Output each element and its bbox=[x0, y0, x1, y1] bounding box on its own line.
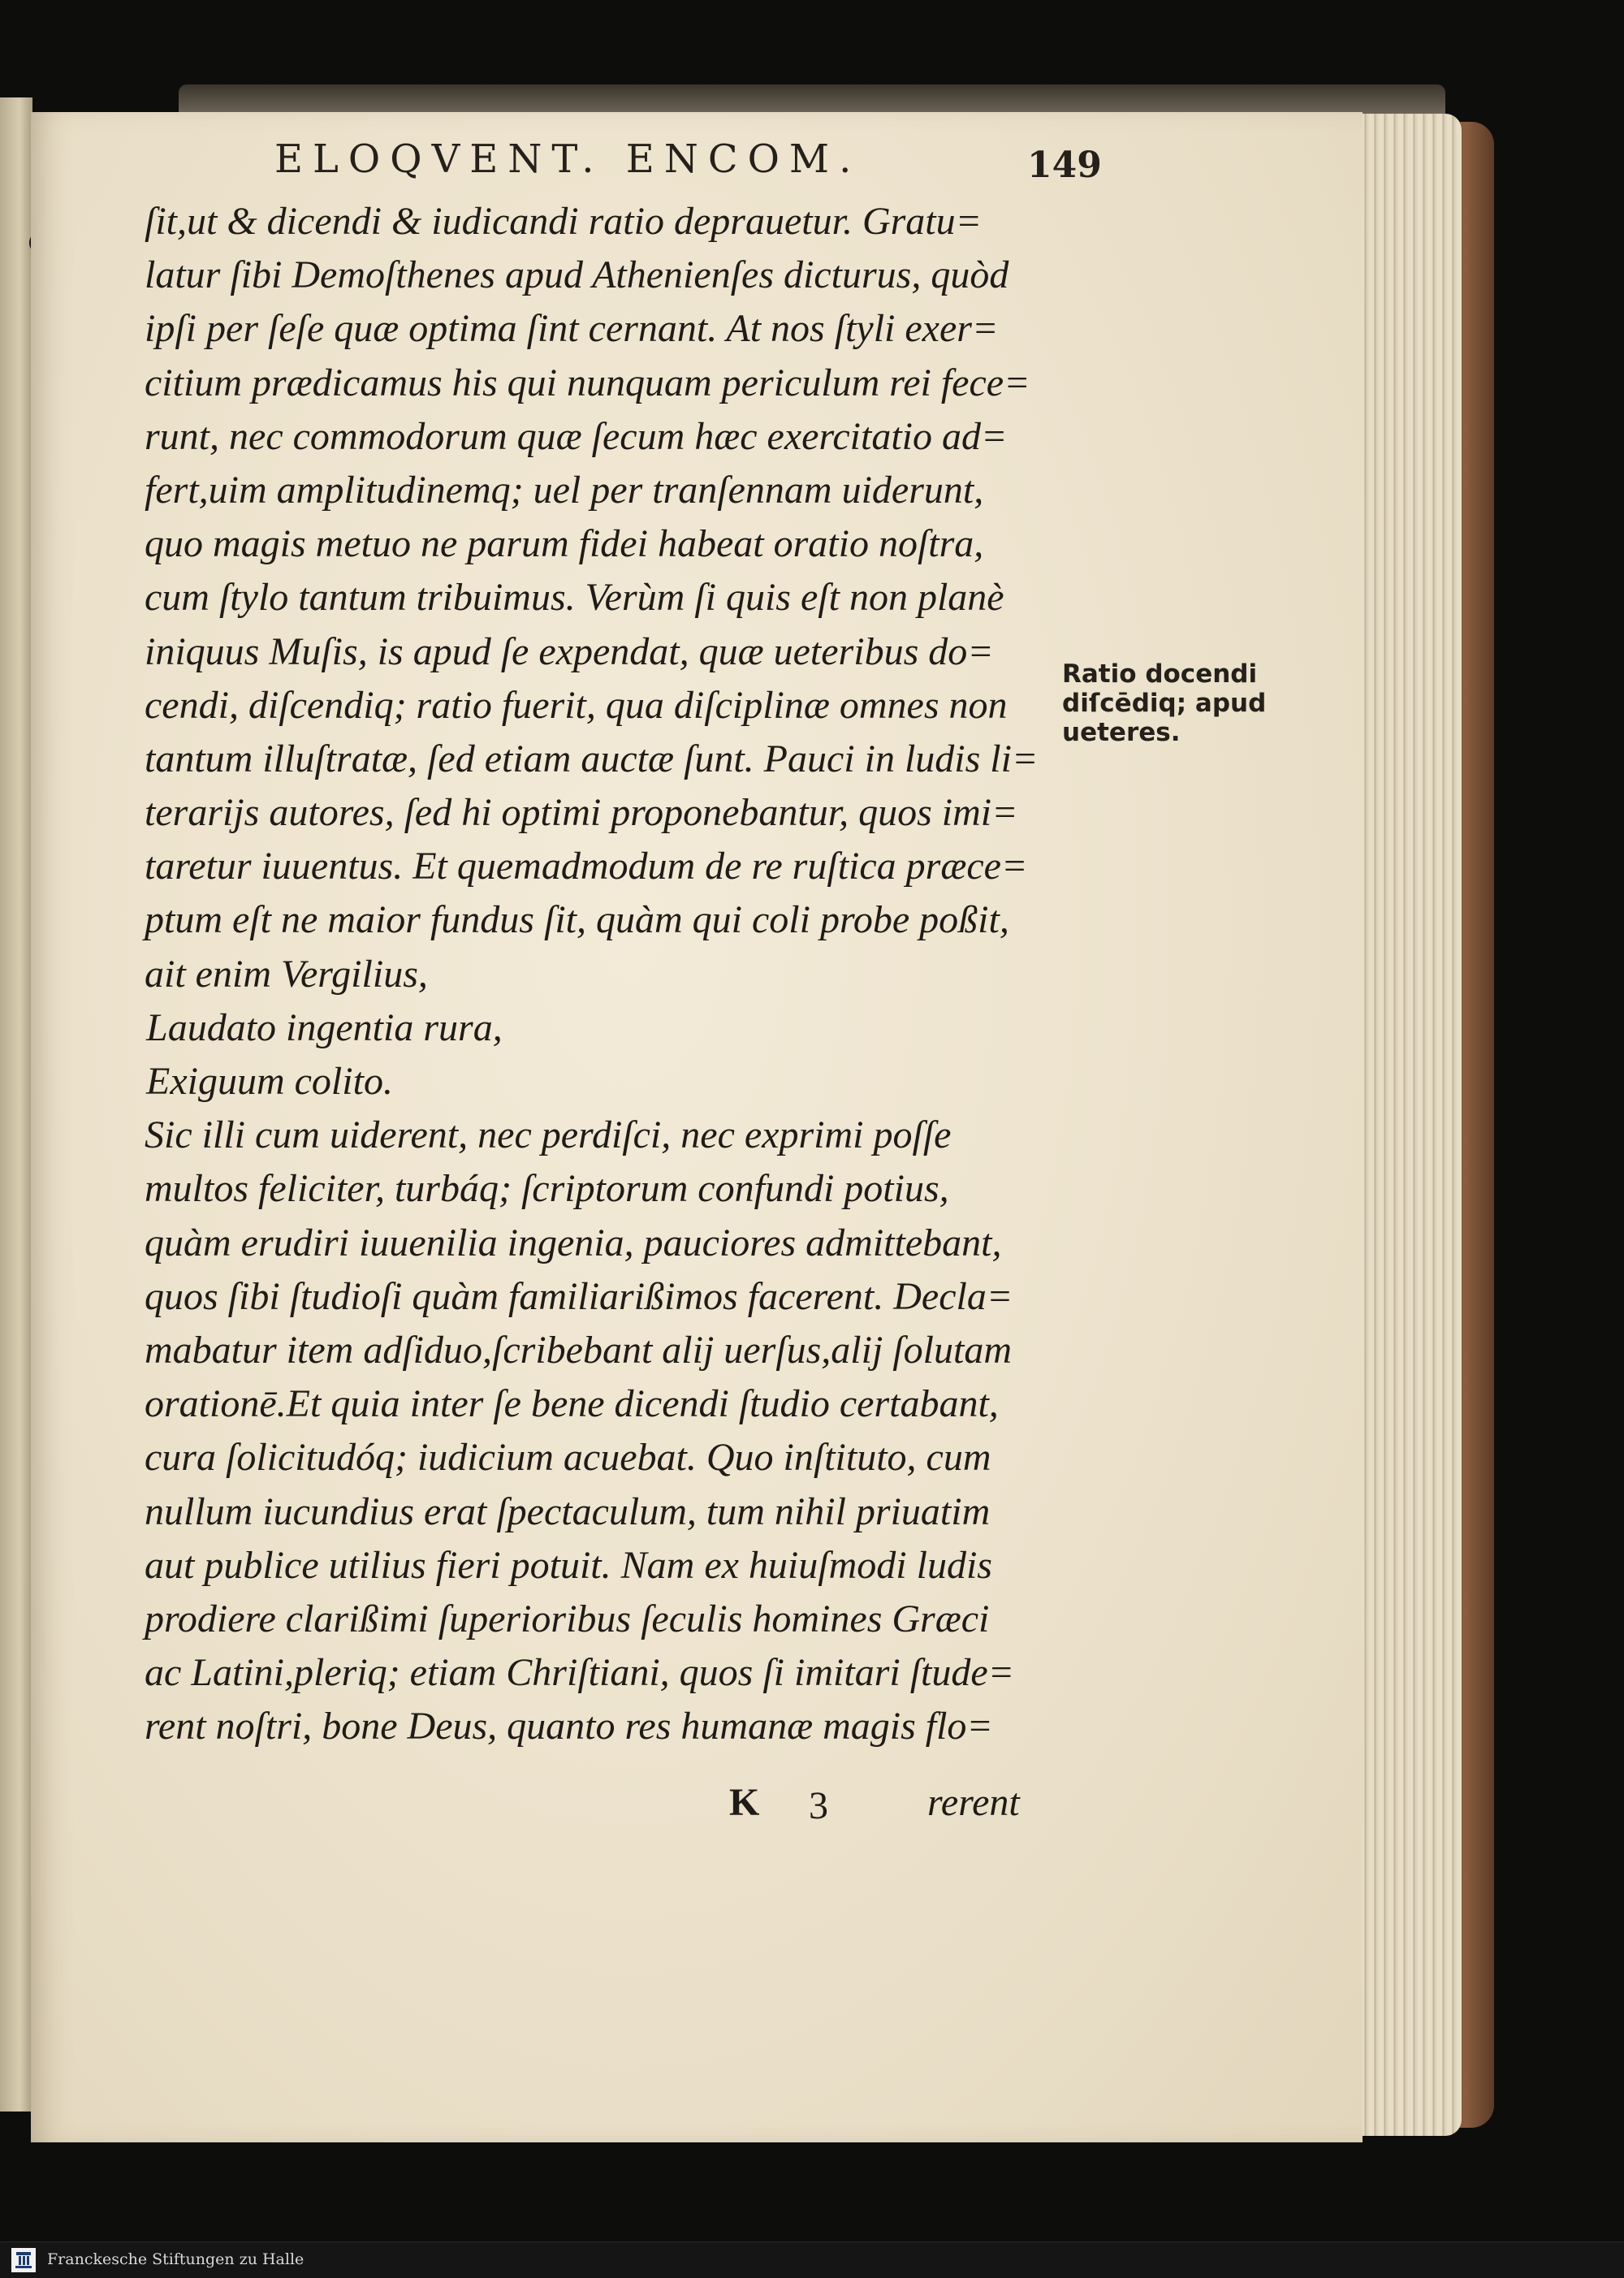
text-line: aut publice utilius fieri potuit. Nam ex huiuſmodi ludis bbox=[145, 1543, 992, 1587]
text-line: rent noſtri, bone Deus, quanto res humanæ magis flo= bbox=[145, 1705, 993, 1748]
text-line: runt, nec commodorum quæ ſecum hæc exercitatio ad= bbox=[145, 414, 1008, 458]
text-line: multos feliciter, turbáq; ſcriptorum confundi potius, bbox=[145, 1167, 949, 1211]
page-number: 149 bbox=[1027, 145, 1102, 186]
text-line: fert,uim amplitudinemq; uel per tranſennam uiderunt, bbox=[145, 468, 984, 512]
marginal-note-line: ueteres. bbox=[1062, 718, 1181, 747]
text-line: ptum eſt ne maior fundus ſit, quàm qui coli probe poßit, bbox=[145, 898, 1009, 942]
text-line: cum ſtylo tantum tribuimus. Verùm ſi quis eſt non planè bbox=[145, 576, 1004, 620]
body-text bbox=[145, 195, 1078, 1753]
verse-line: Exiguum colito. bbox=[146, 1060, 393, 1103]
text-line: Sic illi cum uiderent, nec perdiſci, nec exprimi poſſe bbox=[145, 1113, 952, 1157]
text-line: quàm erudiri iuuenilia ingenia, pauciores admittebant, bbox=[145, 1221, 1002, 1264]
text-line: ac Latini,pleriq; etiam Chriſtiani, quos ſi imitari ſtude= bbox=[145, 1651, 1015, 1695]
text-line: ſit,ut & dicendi & iudicandi ratio deprauetur. Gratu= bbox=[145, 200, 983, 243]
text-line: mabatur item adſiduo,ſcribebant alij uerſus,alij ſolutam bbox=[145, 1328, 1012, 1372]
running-head: ELOQVENT. ENCOM. bbox=[274, 136, 862, 182]
text-line: citium prædicamus his qui nunquam periculum rei fece= bbox=[145, 361, 1030, 404]
marginal-note bbox=[1062, 659, 1273, 747]
text-line: latur ſibi Demoſthenes apud Athenienſes dicturus, quòd bbox=[145, 253, 1009, 297]
signature-mark: K bbox=[729, 1781, 760, 1824]
institution-credit: Franckesche Stiftungen zu Halle bbox=[47, 2250, 304, 2268]
text-line: ipſi per ſeſe quæ optima ſint cernant. At nos ſtyli exer= bbox=[145, 307, 999, 351]
text-line: quos ſibi ſtudioſi quàm familiarißimos facerent. Decla= bbox=[145, 1274, 1013, 1318]
catchword: rerent bbox=[927, 1781, 1020, 1824]
text-line: taretur iuuentus. Et quemadmodum de re ruſtica præce= bbox=[145, 845, 1028, 888]
text-line: tantum illuſtratæ, ſed etiam auctæ ſunt. Pauci in ludis li= bbox=[145, 737, 1039, 780]
text-line: cura ſolicitudóq; iudicium acuebat. Quo inſtituto, cum bbox=[145, 1436, 991, 1480]
facing-page-edge bbox=[0, 97, 32, 2112]
text-line: iniquus Muſis, is apud ſe expendat, quæ ueteribus do= bbox=[145, 629, 994, 673]
text-line: cendi, diſcendiq; ratio fuerit, qua diſciplinæ omnes non bbox=[145, 683, 1008, 727]
marginal-note-line: diſcēdiq; apud bbox=[1062, 689, 1267, 718]
text-line: ait enim Vergilius, bbox=[145, 952, 428, 996]
text-line: nullum iucundius erat ſpectaculum, tum nihil priuatim bbox=[145, 1489, 991, 1533]
text-line: orationē.Et quia inter ſe bene dicendi ſtudio certabant, bbox=[145, 1382, 999, 1426]
signature-number: 3 bbox=[809, 1784, 828, 1827]
text-line: terarijs autores, ſed hi optimi proponebantur, quos imi= bbox=[145, 791, 1018, 835]
text-line: prodiere clarißimi ſuperioribus ſeculis homines Græci bbox=[145, 1597, 990, 1640]
institution-logo-icon bbox=[11, 2248, 36, 2272]
verse-line: Laudato ingentia rura, bbox=[146, 1005, 503, 1049]
text-line: quo magis metuo ne parum fidei habeat oratio noſtra, bbox=[145, 522, 984, 566]
marginal-note-line: Ratio docendi bbox=[1062, 659, 1258, 689]
